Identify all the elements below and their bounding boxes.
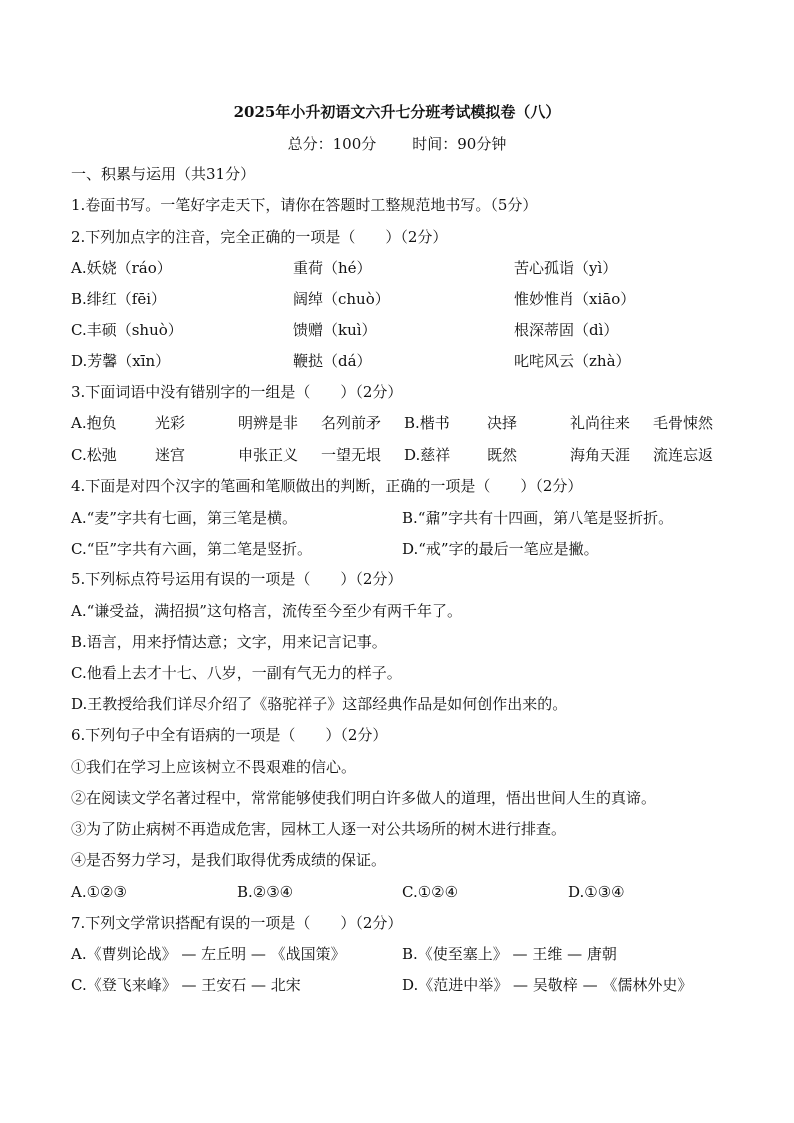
q6-sentence-3: ③为了防止病树不再造成危害，园林工人逐一对公共场所的树木进行排查。 (71, 820, 567, 838)
question-5-stem: 5.下列标点符号运用有误的一项是（ ）（2分） (71, 570, 403, 588)
q3-word: 海角天涯 (570, 446, 631, 464)
q2-option-a-word3: 苦心孤诣（yì） (514, 259, 618, 277)
q4-option-b: B.“鼐”字共有十四画，第八笔是竖折折。 (402, 509, 674, 527)
q3-word: B.楷书 (404, 414, 450, 432)
q3-word: 光彩 (155, 414, 186, 432)
q7-option-a: A.《曹刿论战》 — 左丘明 — 《战国策》 (71, 945, 346, 963)
q3-word: 迷宫 (155, 446, 186, 464)
q2-option-b-word2: 阔绰（chuò） (293, 290, 390, 308)
q7-option-c: C.《登飞来峰》 — 王安石 — 北宋 (71, 976, 301, 994)
q3-word: D.慈祥 (404, 446, 451, 464)
q6-sentence-4: ④是否努力学习，是我们取得优秀成绩的保证。 (71, 851, 387, 869)
q2-option-c-word2: 馈赠（kuì） (293, 321, 377, 339)
exam-meta (0, 133, 794, 154)
q5-option-c: C.他看上去才十七、八岁，一副有气无力的样子。 (71, 664, 402, 682)
q2-option-a: A.妖娆（ráo） (71, 259, 172, 277)
question-2-stem: 2.下列加点字的注音，完全正确的一项是（ ）（2分） (71, 228, 448, 246)
exam-title: 2025年小升初语文六升七分班考试模拟卷（八） (233, 103, 561, 121)
q3-word: 申张正义 (238, 446, 299, 464)
q3-word: 礼尚往来 (570, 414, 631, 432)
total-score: 总分：100分 (287, 135, 377, 153)
question-1: 1.卷面书写。一笔好字走天下，请你在答题时工整规范地书写。（5分） (71, 196, 538, 214)
q3-word: 决择 (487, 414, 518, 432)
section-heading: 一、积累与运用（共31分） (71, 165, 256, 183)
time-limit: 时间：90分钟 (412, 135, 507, 153)
q7-option-b: B.《使至塞上》 — 王维 — 唐朝 (402, 945, 617, 963)
q2-option-d: D.芳馨（xīn） (71, 352, 171, 370)
q2-option-b-word3: 惟妙惟肖（xiāo） (514, 290, 636, 308)
q3-word: 一望无垠 (321, 446, 382, 464)
q2-option-a-word2: 重荷（hé） (293, 259, 372, 277)
question-4-stem: 4.下面是对四个汉字的笔画和笔顺做出的判断，正确的一项是（ ）（2分） (71, 477, 583, 495)
q3-word: C.松弛 (71, 446, 117, 464)
q3-word: 流连忘返 (653, 446, 714, 464)
q2-option-d-word3: 叱咤风云（zhà） (514, 352, 631, 370)
q6-option-c: C.①②④ (402, 883, 459, 901)
q3-word: 名列前矛 (321, 414, 382, 432)
q4-option-c: C.“臣”字共有六画，第二笔是竖折。 (71, 540, 313, 558)
question-7-stem: 7.下列文学常识搭配有误的一项是（ ）（2分） (71, 914, 403, 932)
q3-word: 明辨是非 (238, 414, 299, 432)
q3-word: 既然 (487, 446, 518, 464)
q5-option-b: B.语言，用来抒情达意；文字，用来记言记事。 (71, 633, 387, 651)
q2-option-c-word3: 根深蒂固（dì） (514, 321, 619, 339)
question-3-stem: 3.下面词语中没有错别字的一组是（ ）（2分） (71, 383, 403, 401)
q4-option-d: D.“戒”字的最后一笔应是撇。 (402, 540, 599, 558)
question-6-stem: 6.下列句子中全有语病的一项是（ ）（2分） (71, 726, 388, 744)
q7-option-d: D.《范进中举》 — 吴敬梓 — 《儒林外史》 (402, 976, 693, 994)
q4-option-a: A.“麦”字共有七画，第三笔是横。 (71, 509, 297, 527)
q2-option-b: B.绯红（fēi） (71, 290, 167, 308)
q3-word: A.抱负 (71, 414, 117, 432)
q5-option-a: A.“谦受益，满招损”这句格言，流传至今至少有两千年了。 (71, 602, 462, 620)
q6-sentence-2: ②在阅读文学名著过程中，常常能够使我们明白许多做人的道理，悟出世间人生的真谛。 (71, 789, 657, 807)
q2-option-d-word2: 鞭挞（dá） (293, 352, 372, 370)
q5-option-d: D.王教授给我们详尽介绍了《骆驼祥子》这部经典作品是如何创作出来的。 (71, 695, 568, 713)
q6-option-b: B.②③④ (237, 883, 294, 901)
q6-option-d: D.①③④ (568, 883, 625, 901)
q2-option-c: C.丰硕（shuò） (71, 321, 183, 339)
q6-option-a: A.①②③ (71, 883, 127, 901)
q3-word: 毛骨悚然 (653, 414, 714, 432)
q6-sentence-1: ①我们在学习上应该树立不畏艰难的信心。 (71, 758, 357, 776)
